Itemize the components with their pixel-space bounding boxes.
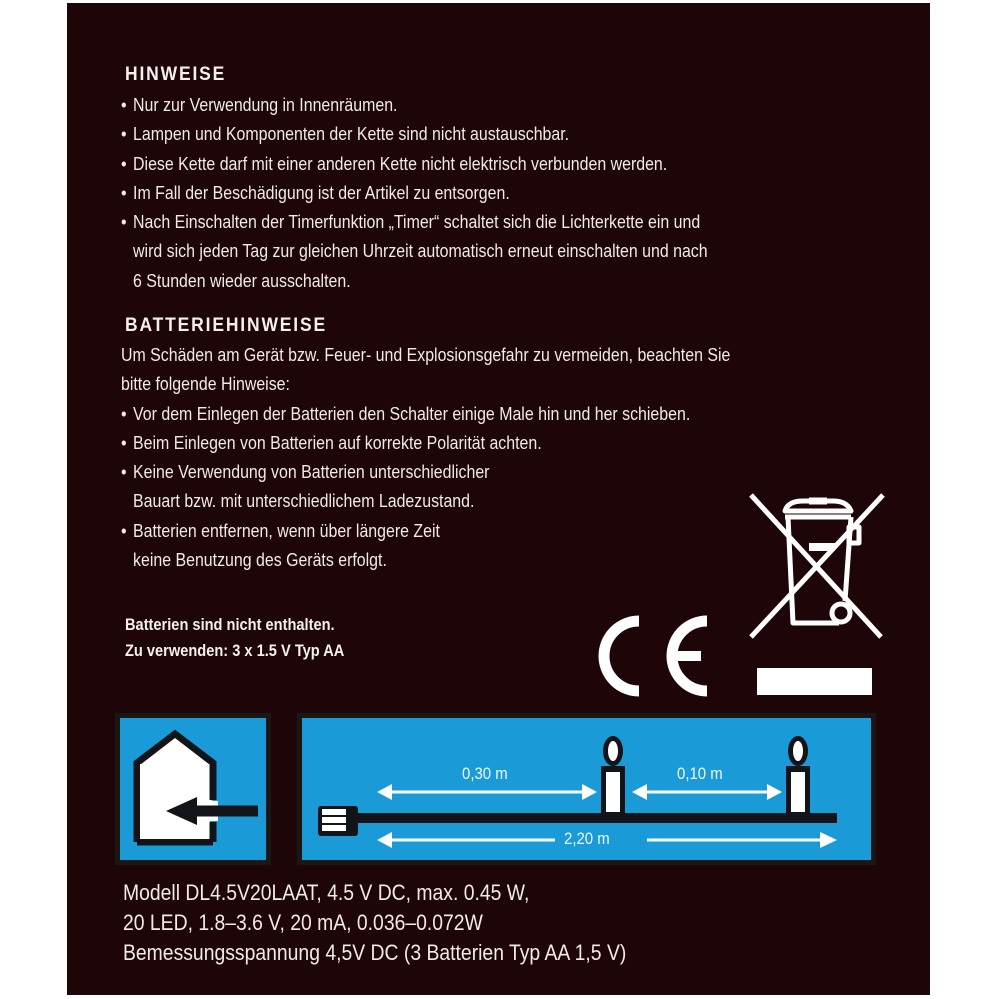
batteriehinweise-item: • Keine Verwendung von Batterien unterschiedlicher — [121, 457, 730, 486]
hinweise-item: • Nach Einschalten der Timerfunktion „Timer“ schaltet sich die Lichterkette ein und — [121, 207, 708, 236]
hinweise-heading: HINWEISE — [125, 64, 227, 85]
segment-between-length-label: 0,10 m — [677, 764, 723, 783]
spec-line-led: 20 LED, 1.8–3.6 V, 20 mA, 0.036–0.072W — [123, 910, 483, 935]
hinweise-list — [121, 90, 708, 295]
ce-mark-icon — [597, 615, 715, 697]
light-chain-diagram — [297, 713, 876, 865]
batteriehinweise-intro: bitte folgende Hinweise: — [121, 373, 290, 395]
hinweise-item: • Im Fall der Beschädigung ist der Artikel zu entsorgen. — [121, 178, 708, 207]
batteriehinweise-intro: Um Schäden am Gerät bzw. Feuer- und Explosionsgefahr zu vermeiden, beachten Sie — [121, 344, 731, 365]
specifications — [123, 878, 626, 968]
spec-line-rated-voltage: Bemessungsspannung 4,5V DC (3 Batterien Typ AA 1,5 V) — [123, 940, 627, 965]
weee-bar-icon — [757, 668, 872, 695]
batteriehinweise-item: • Vor dem Einlegen der Batterien den Schalter einige Male hin und her schieben. — [121, 399, 730, 428]
indoor-use-box — [115, 713, 271, 865]
battery-note — [125, 612, 344, 664]
batteriehinweise-item-continuation: Bauart bzw. mit unterschiedlichem Ladezustand. — [133, 490, 475, 512]
hinweise-item: • Nur zur Verwendung in Innenräumen. — [121, 90, 708, 119]
hinweise-item-continuation: wird sich jeden Tag zur gleichen Uhrzeit automatisch erneut einschalten und nach — [133, 240, 708, 262]
hinweise-item-continuation: 6 Stunden wieder ausschalten. — [133, 269, 351, 291]
batteriehinweise-item: • Beim Einlegen von Batterien auf korrekte Polarität achten. — [121, 428, 730, 457]
house-arrow-icon — [120, 718, 266, 860]
weee-crossed-bin-icon — [743, 491, 889, 643]
segment-first-length-label: 0,30 m — [462, 764, 508, 783]
hinweise-item: • Diese Kette darf mit einer anderen Kette nicht elektrisch verbunden werden. — [121, 149, 708, 178]
product-label-panel — [67, 3, 930, 995]
lead-length-label: 2,20 m — [564, 829, 610, 848]
hinweise-item: • Lampen und Komponenten der Kette sind nicht austauschbar. — [121, 119, 708, 148]
spec-line-model: Modell DL4.5V20LAAT, 4.5 V DC, max. 0.45 W, — [123, 880, 530, 905]
batteriehinweise-heading: BATTERIEHINWEISE — [125, 315, 327, 336]
battery-note-line2: Zu verwenden: 3 x 1.5 V Typ AA — [125, 641, 345, 660]
batteriehinweise-item-continuation: keine Benutzung des Geräts erfolgt. — [133, 549, 387, 571]
batteriehinweise-item: • Batterien entfernen, wenn über längere Zeit — [121, 516, 730, 545]
batteriehinweise-list — [121, 340, 730, 574]
battery-note-line1: Batterien sind nicht enthalten. — [125, 615, 335, 634]
